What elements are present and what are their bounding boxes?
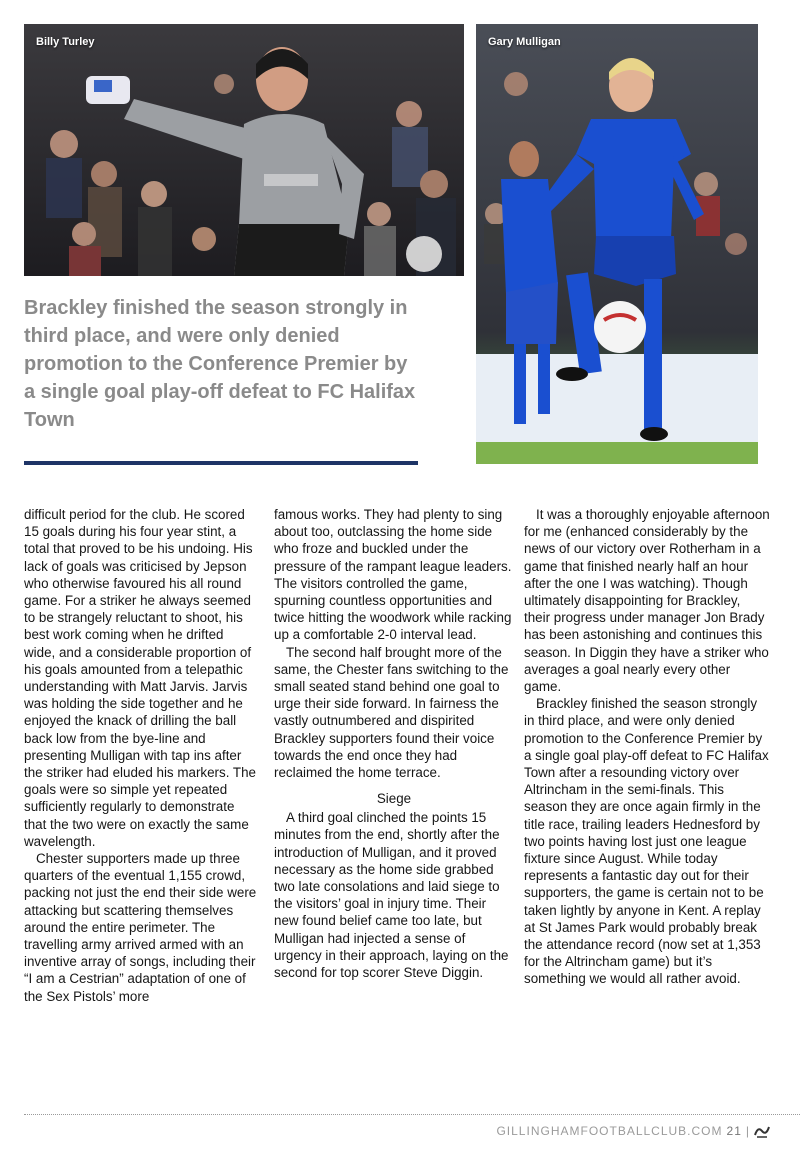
gillingham-crest-icon	[754, 1124, 770, 1138]
article-column-3	[524, 506, 770, 988]
footer-separator: |	[745, 1124, 750, 1138]
page-footer	[496, 1124, 770, 1138]
footer-site: GILLINGHAMFOOTBALLCLUB.COM	[496, 1124, 723, 1138]
paragraph: It was a thoroughly enjoyable afternoon for me (enhanced considerably by the news of our victory over Rotherham in a game that finished nearly half an hour after the one I was watching). Though ultimately disappointing for Brackley, their progress under manager Jon Brady has been astonishing and continues this season. In Diggin they have a striker who averages a goal nearly every other game.	[524, 507, 770, 695]
photo-caption-right: Gary Mulligan	[488, 36, 561, 48]
goalkeeper-photo	[24, 24, 464, 276]
section-heading: Siege	[376, 791, 412, 807]
striker-photo	[476, 24, 758, 464]
page-number: 21	[726, 1124, 742, 1138]
pull-quote: Brackley finished the season strongly in third place, and were only denied promotion to the Conference Premier by a single goal play-off defeat to FC Halifax Town	[24, 297, 416, 431]
photo-billy-turley	[24, 24, 464, 276]
footer-rule	[24, 1114, 800, 1115]
paragraph: The second half brought more of the same, the Chester fans switching to the small seated stand behind one goal to urge their side forward. In fairness the vastly outnumbered and dispirited Brackley supporters found their voice towards the end once they had reclaimed the home terrace.	[274, 644, 509, 781]
paragraph: Brackley finished the season strongly in third place, and were only denied promotion to the Conference Premier by a single goal play-off defeat to FC Halifax Town after a resounding victory over Altrincham in the semi-finals. This season they are once again firmly in the title race, trailing leaders Hednesford by two points having lost just one league fixture since August. While today represents a fantastic day out for their supporters, the game is certain not to be taken lightly by anyone in Kent. A replay at St James Park would probably break the attendance record (now set at 1,353 for the Altrincham game) but it’s something we would all rather avoid.	[524, 696, 769, 987]
paragraph: difficult period for the club. He scored 15 goals during his four year stint, a total that proved to be his undoing. His lack of goals was criticised by Jepson who otherwise favoured his all round game. For a striker he always seemed to be strangely reluctant to shoot, his best work coming when he drifted wide, and a considerable proportion of his goals amounted from a telepathic understanding with Matt Jarvis. Jarvis was holding the side together and he enjoyed the knack of drilling the ball back low from the bye-line and presenting Mulligan with tap ins after the striker had eluded his markers. The goals were so simple yet repeated sufficiently regularly to demonstrate that the two were on exactly the same wavelength.	[24, 507, 256, 849]
paragraph: Chester supporters made up three quarters of the eventual 1,155 crowd, packing not just the end their side were attacking but scattering themselves around the entire perimeter. The travelling army arrived armed with an inventive array of songs, including their “I am a Cestrian” adaptation of one of the Sex Pistols’ more	[24, 851, 257, 1004]
pull-quote-rule	[24, 461, 418, 465]
paragraph: A third goal clinched the points 15 minutes from the end, shortly after the introduction of Mulligan, and it proved necessary as the home side grabbed two late consolations and laid siege to the visitors’ goal in injury time. Their new found belief came too late, but Mulligan had injected a sense of urgency in their approach, laying on the second for top scorer Steve Diggin.	[274, 810, 509, 981]
article-column-1	[24, 506, 258, 1005]
photo-gary-mulligan	[476, 24, 758, 464]
article-column-2	[274, 506, 514, 981]
photo-caption-left: Billy Turley	[36, 36, 95, 48]
paragraph: famous works. They had plenty to sing about too, outclassing the home side who froze and buckled under the pressure of the rampant league leaders. The visitors controlled the game, spurning countless opportunities and twice hitting the woodwork while racking up a comfortable 2-0 interval lead.	[274, 507, 512, 643]
